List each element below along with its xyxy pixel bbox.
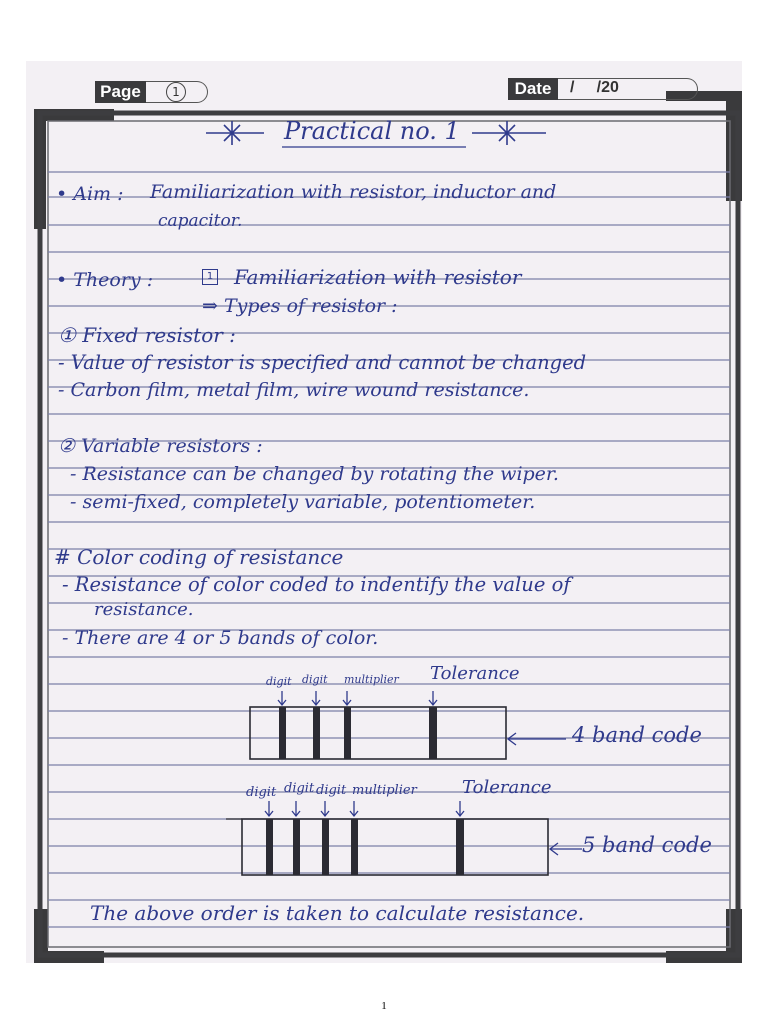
fixed-point-1: - Value of resistor is specified and cannot be changed	[58, 351, 587, 374]
types-of-resistor: ⇒ Types of resistor :	[202, 295, 398, 317]
band5-caption: 5 band code	[582, 833, 712, 857]
page-border	[40, 113, 738, 955]
footer-page-number: 1	[381, 1000, 387, 1012]
band5-label-digit-3: digit	[316, 783, 347, 798]
page-title: Practical no. 1	[284, 117, 460, 145]
band4-label-multiplier: multiplier	[344, 673, 399, 686]
date-value: / /20	[570, 79, 619, 96]
theory-label: • Theory :	[56, 269, 154, 291]
band5-label-digit-1: digit	[246, 785, 277, 800]
color-coding-point-1-cont: resistance.	[94, 599, 194, 620]
page-inner-border	[48, 121, 730, 947]
aim-label: • Aim :	[56, 183, 124, 205]
resistor-5-band	[226, 801, 582, 875]
band4-label-tolerance: Tolerance	[430, 663, 520, 684]
resistor-4-band	[250, 691, 566, 759]
page-label: Page	[95, 81, 146, 103]
band4-label-digit-1: digit	[266, 675, 292, 688]
fixed-heading: ① Fixed resistor :	[58, 323, 236, 347]
theory-heading: Familiarization with resistor	[234, 265, 522, 289]
band5-label-tolerance: Tolerance	[462, 777, 552, 798]
variable-point-2: - semi-fixed, completely variable, potentiometer.	[70, 491, 536, 513]
date-label: Date	[508, 78, 558, 100]
color-coding-point-2: - There are 4 or 5 bands of color.	[62, 627, 379, 649]
page-number: 1	[166, 82, 186, 102]
band5-label-multiplier: multiplier	[352, 783, 417, 798]
band4-label-digit-2: digit	[302, 673, 328, 686]
variable-point-1: - Resistance can be changed by rotating the wiper.	[70, 463, 559, 485]
aim-text-line2: capacitor.	[158, 211, 243, 231]
theory-checkbox: 1	[202, 269, 218, 285]
notebook-photo	[26, 61, 742, 963]
fixed-point-2: - Carbon film, metal film, wire wound resistance.	[58, 379, 530, 401]
color-coding-heading: # Color coding of resistance	[54, 545, 344, 569]
band5-label-digit-2: digit	[284, 781, 315, 796]
variable-heading: ② Variable resistors :	[58, 435, 263, 457]
band4-caption: 4 band code	[572, 723, 702, 747]
aim-text-line1: Familiarization with resistor, inductor and	[150, 181, 557, 203]
conclusion-text: The above order is taken to calculate resistance.	[90, 901, 585, 925]
color-coding-point-1: - Resistance of color coded to indentify the value of	[62, 573, 571, 596]
